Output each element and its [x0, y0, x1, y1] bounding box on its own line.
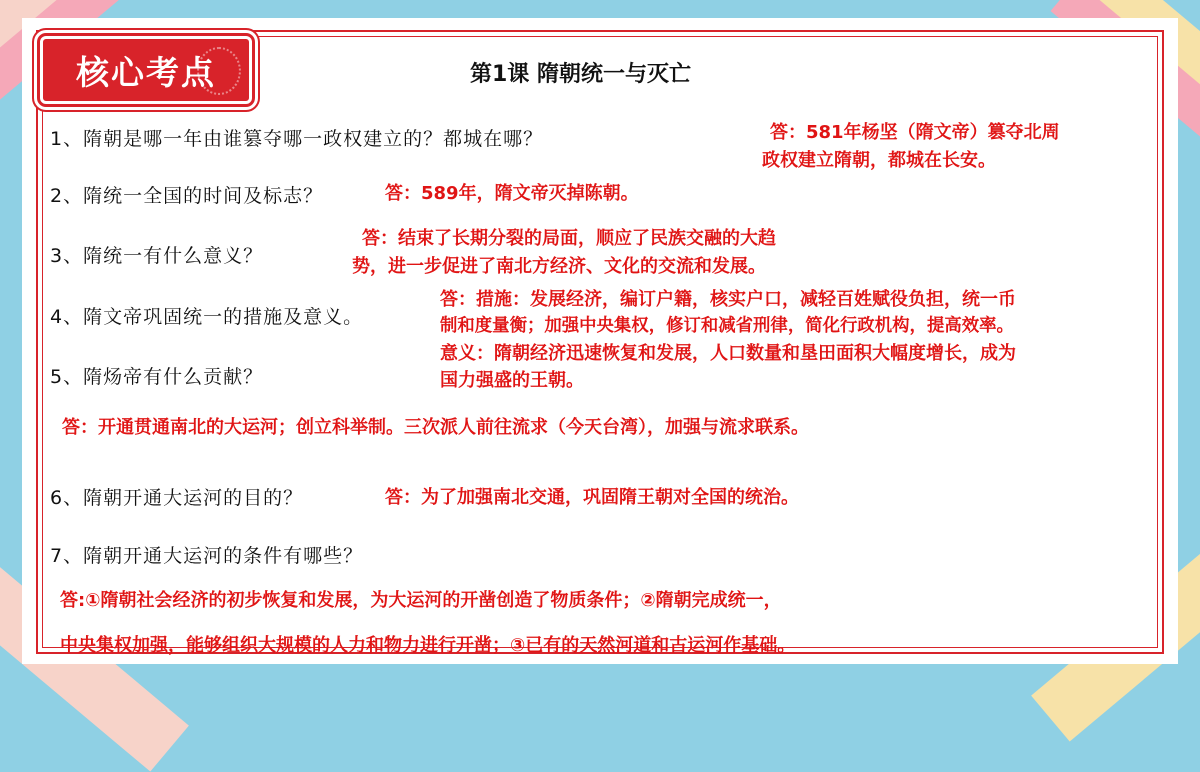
question-1: 1、隋朝是哪一年由谁篡夺哪一政权建立的？都城在哪？ — [50, 128, 544, 150]
question-7: 7、隋朝开通大运河的条件有哪些？ — [50, 545, 364, 567]
question-5: 5、隋炀帝有什么贡献？ — [50, 366, 264, 388]
answer-7-line-1: 答:①隋朝社会经济的初步恢复和发展，为大运河的开凿创造了物质条件；②隋朝完成统一， — [60, 590, 782, 611]
question-2: 2、隋统一全国的时间及标志？ — [50, 185, 324, 207]
answer-6: 答：为了加强南北交通，巩固隋王朝对全国的统治。 — [385, 487, 799, 508]
badge-pattern-icon — [197, 47, 241, 95]
answer-4-line-3: 意义：隋朝经济迅速恢复和发展，人口数量和垦田面积大幅度增长，成为 — [440, 343, 1016, 364]
page-title: 第1课 隋朝统一与灭亡 — [470, 62, 691, 87]
answer-3-line-2: 势，进一步促进了南北方经济、文化的交流和发展。 — [352, 256, 766, 277]
section-badge — [40, 36, 252, 104]
answer-2: 答：589年，隋文帝灭掉陈朝。 — [385, 183, 639, 204]
answer-1-line-1: 答：581年杨坚（隋文帝）篡夺北周 — [770, 122, 1060, 143]
question-3: 3、隋统一有什么意义？ — [50, 245, 264, 267]
answer-5: 答：开通贯通南北的大运河；创立科举制。三次派人前往流求（今天台湾），加强与流求联系。 — [62, 417, 809, 438]
answer-4-line-1: 答：措施：发展经济，编订户籍，核实户口，减轻百姓赋役负担，统一币 — [440, 289, 1016, 310]
answer-1-line-2: 政权建立隋朝，都城在长安。 — [762, 150, 996, 171]
badge-label: 核心考点 — [76, 52, 216, 92]
question-6: 6、隋朝开通大运河的目的？ — [50, 487, 304, 509]
question-4: 4、隋文帝巩固统一的措施及意义。 — [50, 306, 364, 328]
answer-4-line-4: 国力强盛的王朝。 — [440, 370, 584, 391]
answer-3-line-1: 答：结束了长期分裂的局面，顺应了民族交融的大趋 — [362, 228, 776, 249]
answer-7-line-2: 中央集权加强，能够组织大规模的人力和物力进行开凿；③已有的天然河道和古运河作基础。 — [60, 635, 796, 656]
answer-4-line-2: 制和度量衡；加强中央集权，修订和减省刑律，简化行政机构，提高效率。 — [440, 316, 1014, 336]
